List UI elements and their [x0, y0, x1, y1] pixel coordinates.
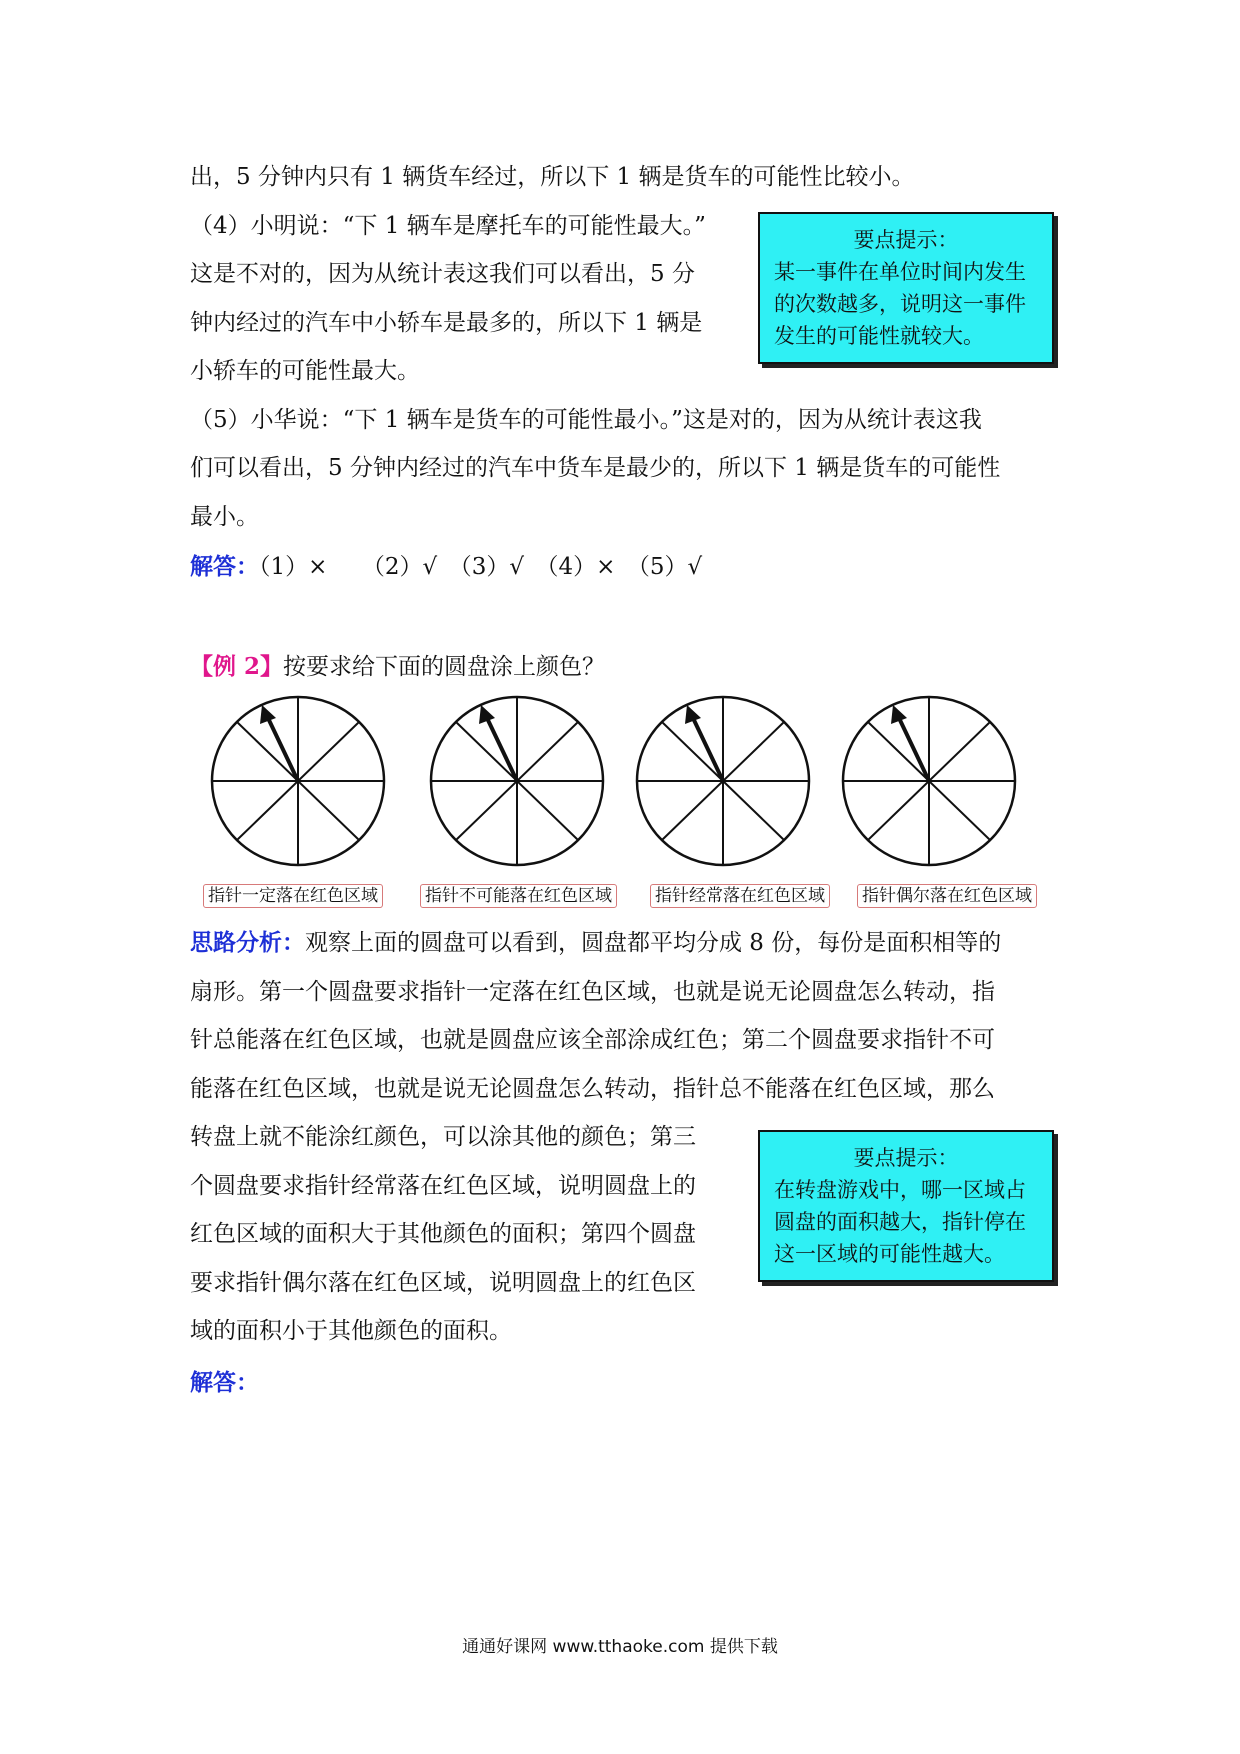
page-footer: 通通好课网 www.tthaoke.com 提供下载 [462, 1637, 778, 1657]
tip-box-2 [758, 1130, 1054, 1282]
text-line: 出，5 分钟内只有 1 辆货车经过，所以下 1 辆是货车的可能性比较小。 [190, 164, 915, 190]
tip-title: 要点提示： [853, 1146, 959, 1170]
text-line: 针总能落在红色区域，也就是圆盘应该全部涂成红色；第二个圆盘要求指针不可 [190, 1027, 995, 1053]
text-line: 最小。 [190, 504, 259, 530]
analysis-line-1 [190, 929, 1001, 957]
text-line: 这是不对的，因为从统计表这我们可以看出，5 分 [190, 261, 695, 287]
text-line: 个圆盘要求指针经常落在红色区域，说明圆盘上的 [190, 1173, 696, 1199]
text-line: 转盘上就不能涂红颜色，可以涂其他的颜色；第三 [190, 1124, 696, 1150]
tip-line: 圆盘的面积越大，指针停在 [774, 1210, 1026, 1234]
tip-title: 要点提示： [853, 228, 959, 252]
example-label: 【例 2】 [190, 653, 284, 680]
tip-line: 发生的可能性就较大。 [774, 324, 984, 348]
wheel-caption-1: 指针一定落在红色区域 [203, 884, 383, 908]
text-line: 能落在红色区域，也就是说无论圆盘怎么转动，指针总不能落在红色区域，那么 [190, 1076, 995, 1102]
answer-label: 解答： [190, 1369, 259, 1396]
text-line: 们可以看出，5 分钟内经过的汽车中货车是最少的，所以下 1 辆是货车的可能性 [190, 455, 1001, 481]
text-line: 钟内经过的汽车中小轿车是最多的，所以下 1 辆是 [190, 310, 703, 336]
tip-line: 这一区域的可能性越大。 [774, 1242, 1005, 1266]
answer-2 [190, 1369, 259, 1397]
example-2-heading [190, 653, 605, 681]
answer-label: 解答： [190, 553, 259, 580]
text-line: 要求指针偶尔落在红色区域，说明圆盘上的红色区 [190, 1270, 696, 1296]
answer-text: （1）× （2）√ （3）√ （4）× （5）√ [259, 554, 703, 580]
tip-box-1 [758, 212, 1054, 364]
analysis-text: 观察上面的圆盘可以看到，圆盘都平均分成 8 份，每份是面积相等的 [305, 930, 1002, 956]
tip-line: 某一事件在单位时间内发生 [774, 260, 1026, 284]
text-line: （4）小明说：“下 1 辆车是摩托车的可能性最大。” [190, 213, 706, 239]
spinner-wheel-3 [634, 692, 812, 870]
tip-line: 在转盘游戏中，哪一区域占 [774, 1178, 1026, 1202]
wheel-caption-3: 指针经常落在红色区域 [650, 884, 830, 908]
text-line: （5）小华说：“下 1 辆车是货车的可能性最小。”这是对的，因为从统计表这我 [190, 407, 982, 433]
text-line: 扇形。第一个圆盘要求指针一定落在红色区域，也就是说无论圆盘怎么转动，指 [190, 979, 995, 1005]
answer-1 [190, 553, 702, 581]
text-line: 域的面积小于其他颜色的面积。 [190, 1318, 512, 1344]
tip-line: 的次数越多，说明这一事件 [774, 292, 1026, 316]
text-line: 小轿车的可能性最大。 [190, 358, 420, 384]
example-text: 按要求给下面的圆盘涂上颜色？ [283, 654, 606, 680]
analysis-label: 思路分析： [190, 929, 305, 956]
wheel-caption-4: 指针偶尔落在红色区域 [857, 884, 1037, 908]
text-line: 红色区域的面积大于其他颜色的面积；第四个圆盘 [190, 1221, 696, 1247]
spinner-wheel-1 [209, 692, 387, 870]
wheel-caption-2: 指针不可能落在红色区域 [420, 884, 617, 908]
spinner-wheel-4 [840, 692, 1018, 870]
spinner-wheel-2 [428, 692, 606, 870]
